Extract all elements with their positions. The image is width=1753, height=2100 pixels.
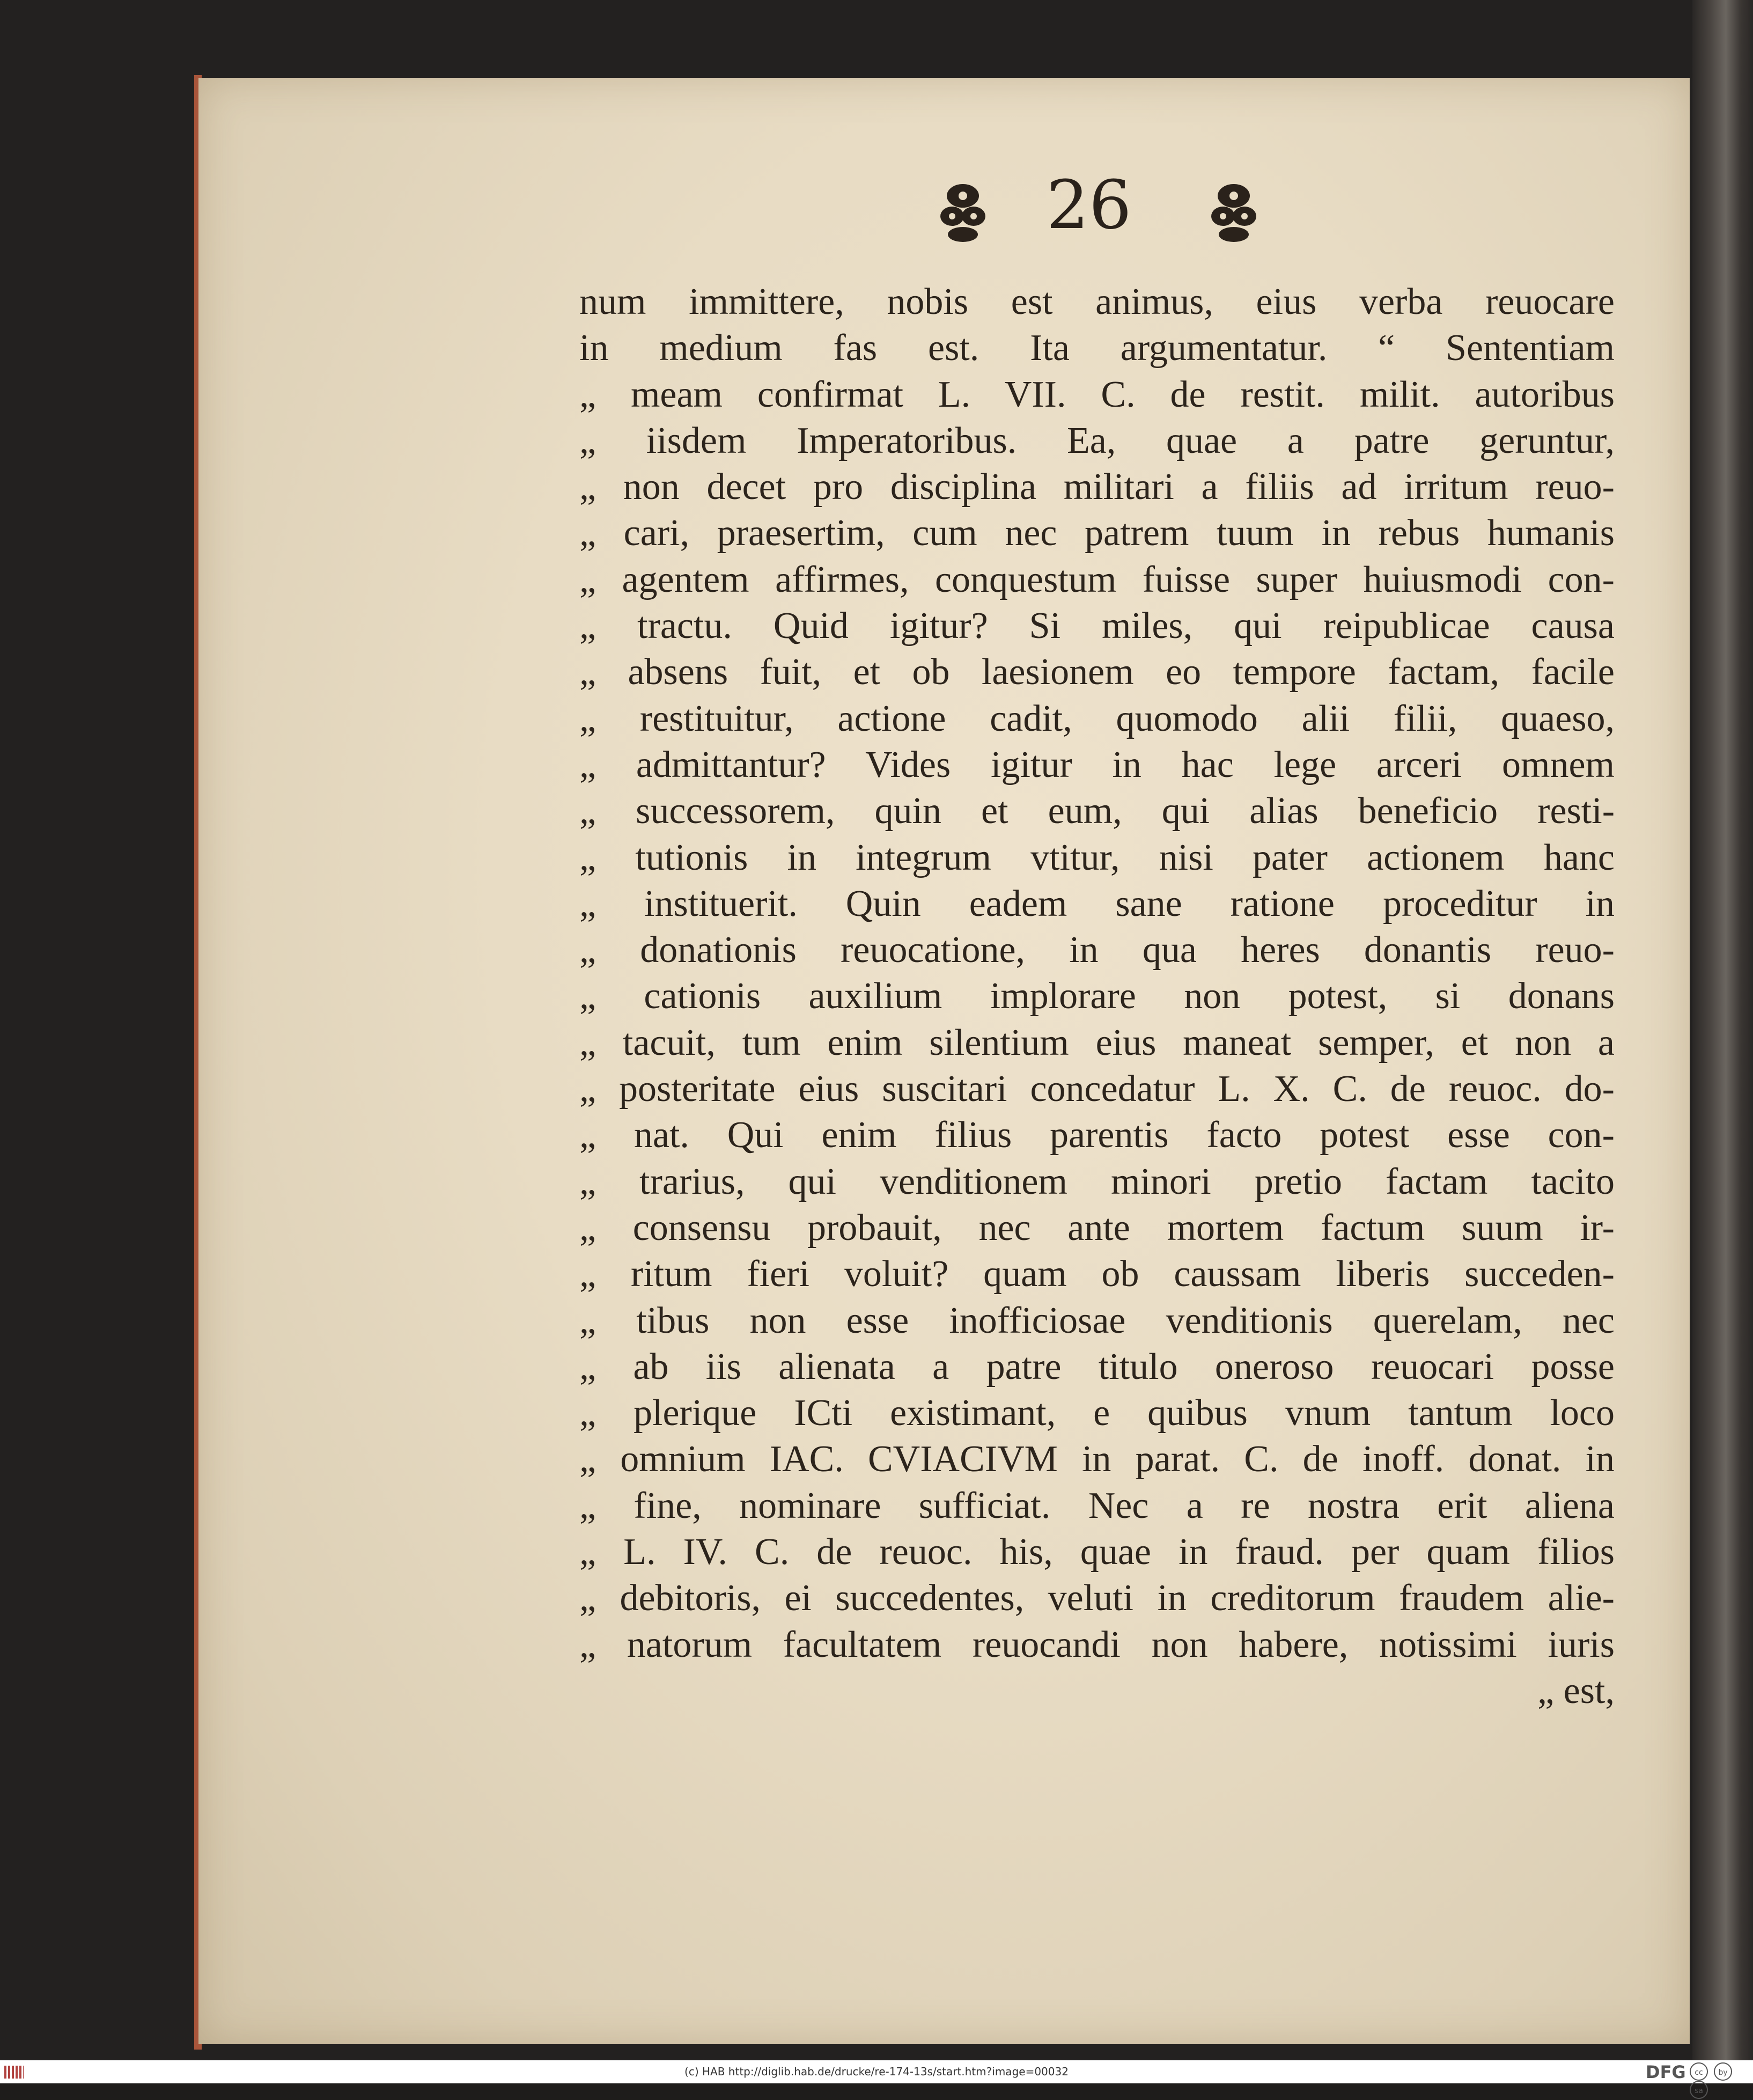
text-line: „ fine, nominare sufficiat. Nec a re nostra erit aliena: [579, 1485, 1615, 1526]
text-line: „ non decet pro disciplina militari a filiis ad irritum reuo-: [579, 466, 1615, 508]
text-line: „ ab iis alienata a patre titulo oneroso reuocari posse: [579, 1346, 1615, 1387]
text-line: „ cationis auxilium implorare non potest, si donans: [579, 975, 1615, 1017]
text-line: „ agentem affirmes, conquestum fuisse super huiusmodi con-: [579, 559, 1615, 600]
text-line: „ debitoris, ei succedentes, veluti in creditorum fraudem alie-: [579, 1577, 1615, 1619]
text-line: in medium fas est. Ita argumentatur. “ Sententiam: [579, 327, 1615, 369]
text-line: „ ritum fieri voluit? quam ob caussam liberis succeden-: [579, 1253, 1615, 1295]
by-icon: by: [1714, 2062, 1732, 2081]
text-line: „ donationis reuocatione, in qua heres donantis reuo-: [579, 929, 1615, 971]
license-icons: [1690, 2062, 1753, 2095]
sa-icon: sa: [1690, 2081, 1708, 2099]
text-line: „ cari, praesertim, cum nec patrem tuum in rebus humanis: [579, 512, 1615, 554]
text-line: „ L. IV. C. de reuoc. his, quae in fraud. per quam filios: [579, 1531, 1615, 1573]
book-binding-edge: [1692, 0, 1753, 2060]
text-line: „ posteritate eius suscitari concedatur L. X. C. de reuoc. do-: [579, 1068, 1615, 1110]
text-line: „ absens fuit, et ob laesionem eo tempore factam, facile: [579, 651, 1615, 693]
text-line: „ est,: [1537, 1670, 1615, 1712]
footer-bar: [0, 2060, 1753, 2095]
text-line: „ meam confirmat L. VII. C. de restit. milit. autoribus: [579, 373, 1615, 415]
fleuron-right-icon: [1204, 174, 1263, 244]
text-line: „ tutionis in integrum vtitur, nisi pater actionem hanc: [579, 836, 1615, 878]
text-line: „ iisdem Imperatoribus. Ea, quae a patre geruntur,: [579, 420, 1615, 461]
text-line: „ admittantur? Vides igitur in hac lege arceri omnem: [579, 744, 1615, 785]
text-line: „ tibus non esse inofficiosae venditionis querelam, nec: [579, 1299, 1615, 1341]
text-line: „ restituitur, actione cadit, quomodo alii filii, quaeso,: [579, 697, 1615, 739]
fleuron-left-icon: [933, 174, 992, 244]
text-line: „ trarius, qui venditionem minori pretio factam tacito: [579, 1161, 1615, 1202]
dfg-logo: DFG: [1646, 2062, 1686, 2082]
text-line: „ plerique ICti existimant, e quibus vnum tantum loco: [579, 1392, 1615, 1434]
cc-icon: cc: [1690, 2062, 1708, 2081]
text-line: „ successorem, quin et eum, qui alias beneficio resti-: [579, 790, 1615, 832]
text-line: „ omnium IAC. CVIACIVM in parat. C. de inoff. donat. in: [579, 1438, 1615, 1480]
page-number: 26: [1046, 166, 1132, 244]
text-line: „ natorum facultatem reuocandi non habere, notissimi iuris: [579, 1624, 1615, 1665]
text-line: „ consensu probauit, nec ante mortem factum suum ir-: [579, 1207, 1615, 1249]
text-line: „ tacuit, tum enim silentium eius maneat semper, et non a: [579, 1022, 1615, 1063]
body-text: [579, 279, 1615, 1714]
copyright-caption: (c) HAB http://diglib.hab.de/drucke/re-174-13s/start.htm?image=00032: [684, 2065, 1069, 2078]
text-line: „ nat. Qui enim filius parentis facto potest esse con-: [579, 1114, 1615, 1156]
text-line: num immittere, nobis est animus, eius verba reuocare: [579, 281, 1615, 322]
text-line: „ instituerit. Quin eadem sane ratione proceditur in: [579, 883, 1615, 924]
text-line: „ tractu. Quid igitur? Si miles, qui reipublicae causa: [579, 605, 1615, 647]
